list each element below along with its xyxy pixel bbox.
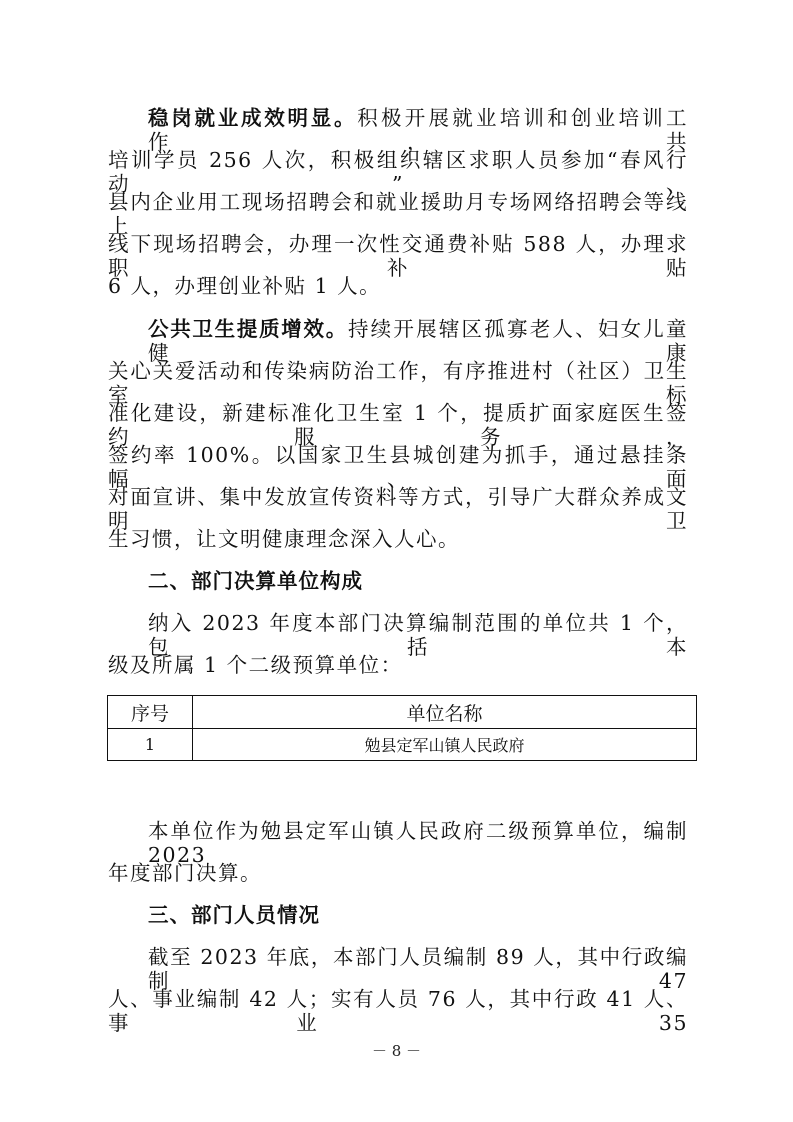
unit-table xyxy=(107,695,697,761)
health-line-1-text: 持续开展辖区孤寡老人、妇女儿童健康 xyxy=(148,317,689,365)
employment-paragraph-line-2: 培训学员 256 人次，积极组织辖区求职人员参加“春风行动”、 xyxy=(108,148,688,196)
employment-paragraph-line-3: 县内企业用工现场招聘会和就业援助月专场网络招聘会等线上 xyxy=(108,190,688,238)
health-paragraph-line-5: 对面宣讲、集中发放宣传资料等方式，引导广大群众养成文明卫 xyxy=(108,485,688,533)
composition-paragraph-line-2: 级及所属 1 个二级预算单位： xyxy=(108,653,403,677)
composition-note-line-1: 本单位作为勉县定军山镇人民政府二级预算单位，编制 2023 xyxy=(148,819,688,867)
section-heading-personnel: 三、部门人员情况 xyxy=(148,903,320,927)
table-header-unit-name: 单位名称 xyxy=(193,696,697,729)
table-header-number: 序号 xyxy=(108,696,193,729)
section-heading-composition: 二、部门决算单位构成 xyxy=(148,569,363,593)
health-paragraph-line-6: 生习惯，让文明健康理念深入人心。 xyxy=(108,527,460,551)
employment-title: 稳岗就业成效明显。 xyxy=(148,106,358,130)
personnel-paragraph-line-1: 截至 2023 年底，本部门人员编制 89 人，其中行政编制 47 xyxy=(148,945,688,993)
table-header-row xyxy=(108,696,697,729)
health-title: 公共卫生提质增效。 xyxy=(148,317,348,341)
composition-paragraph-line-1: 纳入 2023 年度本部门决算编制范围的单位共 1 个，包括本 xyxy=(148,611,688,659)
health-paragraph-line-2: 关心关爱活动和传染病防治工作，有序推进村（社区）卫生室标 xyxy=(108,359,688,407)
employment-paragraph-line-4: 线下现场招聘会，办理一次性交通费补贴 588 人，办理求职补贴 xyxy=(108,232,688,280)
table-cell-unit-name: 勉县定军山镇人民政府 xyxy=(193,729,697,761)
health-paragraph-line-4: 签约率 100%。以国家卫生县城创建为抓手，通过悬挂条幅、面 xyxy=(108,443,688,491)
page-number: － 8 － xyxy=(371,1042,422,1060)
table-row xyxy=(108,729,697,761)
composition-note-line-2: 年度部门决算。 xyxy=(108,861,262,885)
health-paragraph-line-3: 准化建设，新建标准化卫生室 1 个，提质扩面家庭医生签约服务， xyxy=(108,401,688,449)
employment-line-1-text: 积极开展就业培训和创业培训工作，共 xyxy=(148,106,688,154)
health-paragraph-line-1 xyxy=(148,317,688,365)
employment-paragraph-line-1 xyxy=(148,106,688,154)
table-cell-number: 1 xyxy=(108,729,193,761)
personnel-paragraph-line-2: 人、事业编制 42 人；实有人员 76 人，其中行政 41 人、事业 35 xyxy=(108,987,688,1035)
employment-paragraph-line-5: 6 人，办理创业补贴 1 人。 xyxy=(108,274,382,298)
